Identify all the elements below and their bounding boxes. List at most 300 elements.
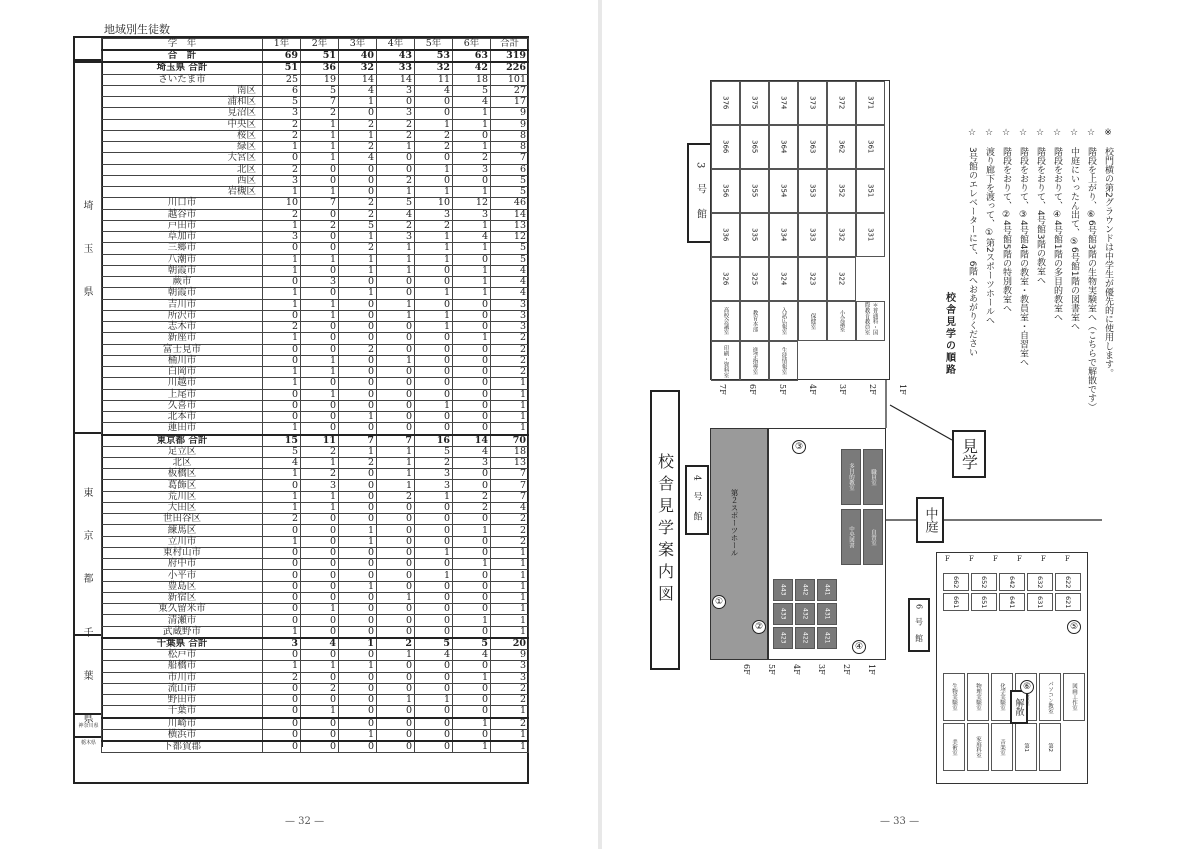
value-cell: 1	[339, 97, 377, 108]
student-region-table	[73, 36, 529, 784]
value-cell: 3	[263, 108, 301, 119]
value-cell: 1	[301, 153, 339, 164]
room-632: 632	[1027, 573, 1053, 591]
value-cell: 3	[377, 108, 415, 119]
value-cell: 1	[263, 626, 301, 638]
row-label: 志木市	[102, 322, 263, 333]
row-label: 松戸市	[102, 650, 263, 661]
table-row	[102, 85, 529, 96]
value-cell: 0	[415, 389, 453, 400]
value-cell: 3	[491, 310, 529, 321]
row-label: 立川市	[102, 536, 263, 547]
value-cell: 0	[453, 514, 491, 525]
value-cell: 7	[301, 97, 339, 108]
value-cell: 1	[377, 446, 415, 457]
table-row	[102, 615, 529, 626]
table-row	[102, 570, 529, 581]
value-cell: 0	[301, 581, 339, 592]
value-cell: 4	[491, 277, 529, 288]
room-333: 333	[798, 213, 827, 257]
value-cell: 0	[453, 299, 491, 310]
bldg4-floor-label: 1F	[867, 664, 876, 675]
value-cell: 0	[263, 344, 301, 355]
value-cell: 0	[377, 581, 415, 592]
value-cell: 9	[491, 650, 529, 661]
value-cell: 1	[491, 570, 529, 581]
value-cell: 0	[377, 288, 415, 299]
route-step: ☆ 階段をおりて、④4号館1階の多目的教室へ	[1052, 128, 1062, 322]
value-cell: 0	[415, 97, 453, 108]
value-cell: 3	[301, 277, 339, 288]
row-label: 上尾市	[102, 389, 263, 400]
value-cell: 5	[453, 85, 491, 96]
room-326: 326	[711, 257, 740, 301]
table-row	[102, 729, 529, 741]
value-cell: 4	[415, 85, 453, 96]
side-label-char: 県	[83, 286, 94, 298]
bldg3-floor-label: 5F	[778, 384, 787, 395]
side-label-char: 葉	[83, 671, 94, 683]
bldg6-floor-label: F	[993, 555, 998, 563]
row-label: 草加市	[102, 232, 263, 243]
route-marker-2: ②	[752, 620, 766, 634]
value-cell: 1	[491, 389, 529, 400]
value-cell: 1	[339, 661, 377, 672]
value-cell: 0	[377, 741, 415, 753]
value-cell: 4	[415, 650, 453, 661]
value-cell: 7	[491, 153, 529, 164]
value-cell: 1	[377, 469, 415, 480]
row-label: 葛飾区	[102, 480, 263, 491]
value-cell: 4	[453, 446, 491, 457]
value-cell: 0	[377, 683, 415, 694]
value-cell: 16	[415, 435, 453, 447]
room-325: 325	[740, 257, 769, 301]
value-cell: 51	[301, 50, 339, 62]
room-331: 331	[856, 213, 885, 257]
value-cell: 2	[415, 220, 453, 231]
value-cell: 1	[263, 220, 301, 231]
table-row	[102, 310, 529, 321]
value-cell: 1	[491, 423, 529, 435]
room-366: 366	[711, 125, 740, 169]
value-cell: 1	[301, 299, 339, 310]
value-cell: 5	[415, 638, 453, 650]
value-cell: 1	[377, 355, 415, 366]
value-cell: 0	[453, 254, 491, 265]
value-cell: 1	[339, 581, 377, 592]
value-cell: 4	[301, 638, 339, 650]
row-label: 八潮市	[102, 254, 263, 265]
value-cell: 0	[301, 344, 339, 355]
room-322: 322	[827, 257, 856, 301]
room-note: 高校会議室	[711, 301, 740, 341]
room-641: 641	[999, 593, 1025, 611]
value-cell: 0	[339, 423, 377, 435]
value-cell: 36	[301, 62, 339, 74]
row-label: 千葉市	[102, 706, 263, 718]
value-cell: 0	[263, 604, 301, 615]
value-cell: 0	[339, 299, 377, 310]
room-label-bldg4: 自習室	[863, 509, 883, 565]
value-cell: 1	[339, 729, 377, 741]
value-cell: 0	[415, 502, 453, 513]
value-cell: 0	[453, 130, 491, 141]
value-cell: 0	[339, 570, 377, 581]
value-cell: 1	[415, 187, 453, 198]
value-cell: 53	[415, 50, 453, 62]
table-row	[102, 232, 529, 243]
value-cell: 1	[301, 142, 339, 153]
value-cell: 1	[491, 604, 529, 615]
table-row	[102, 175, 529, 186]
row-label: 越谷市	[102, 209, 263, 220]
table-row	[102, 626, 529, 638]
value-cell: 2	[263, 322, 301, 333]
route-step: ☆ 階段を上がり、⑥6号館3階の生物実験室へ（こちらで解散です）	[1086, 128, 1096, 412]
value-cell: 2	[491, 695, 529, 706]
value-cell: 0	[263, 525, 301, 536]
value-cell: 0	[263, 559, 301, 570]
table-row	[102, 97, 529, 108]
value-cell: 0	[339, 604, 377, 615]
value-cell: 0	[263, 570, 301, 581]
value-cell: 0	[301, 333, 339, 344]
value-cell: 1	[301, 502, 339, 513]
value-cell: 1	[263, 265, 301, 276]
value-cell: 2	[377, 220, 415, 231]
row-label: 東久留米市	[102, 604, 263, 615]
value-cell: 0	[453, 683, 491, 694]
value-cell: 19	[301, 74, 339, 85]
value-cell: 2	[263, 119, 301, 130]
value-cell: 0	[339, 547, 377, 558]
value-cell: 0	[415, 741, 453, 753]
bldg3-floor-label: 3F	[838, 384, 847, 395]
table-row	[102, 254, 529, 265]
room-364: 364	[769, 125, 798, 169]
row-label: 荒川区	[102, 491, 263, 502]
bldg3-floor-label: 2F	[868, 384, 877, 395]
value-cell: 0	[339, 615, 377, 626]
value-cell: 1	[263, 333, 301, 344]
row-label: 武蔵野市	[102, 626, 263, 638]
value-cell: 1	[415, 695, 453, 706]
row-label: 船橋市	[102, 661, 263, 672]
value-cell: 1	[301, 491, 339, 502]
value-cell: 0	[415, 367, 453, 378]
value-cell: 1	[339, 525, 377, 536]
value-cell: 1	[301, 604, 339, 615]
value-cell: 32	[339, 62, 377, 74]
value-cell: 8	[491, 130, 529, 141]
row-label: 朝霞市	[102, 288, 263, 299]
route-step: ☆ 階段をおりて、②4号館5階の特別教室へ	[1001, 128, 1011, 313]
table-row	[102, 322, 529, 333]
value-cell: 0	[339, 367, 377, 378]
value-cell: 0	[339, 502, 377, 513]
table-row	[102, 333, 529, 344]
table-row	[102, 581, 529, 592]
table-row	[102, 604, 529, 615]
value-cell: 0	[263, 706, 301, 718]
value-cell: 1	[377, 254, 415, 265]
room-label-bldg6: パソコン教室	[1039, 673, 1061, 721]
value-cell: 0	[339, 333, 377, 344]
side-label-char: 東	[83, 487, 94, 499]
header-cell: 6年	[453, 39, 491, 51]
value-cell: 1	[377, 480, 415, 491]
value-cell: 1	[491, 559, 529, 570]
value-cell: 1	[415, 322, 453, 333]
side-label-char: 玉	[83, 243, 94, 255]
value-cell: 5	[263, 97, 301, 108]
value-cell: 0	[377, 536, 415, 547]
value-cell: 1	[263, 288, 301, 299]
value-cell: 0	[339, 164, 377, 175]
value-cell: 3	[491, 299, 529, 310]
value-cell: 0	[453, 355, 491, 366]
value-cell: 2	[263, 164, 301, 175]
room-label-bldg6: 家庭科室	[967, 723, 989, 771]
side-label-char: 神奈川県	[78, 722, 99, 729]
value-cell: 5	[491, 175, 529, 186]
value-cell: 0	[339, 469, 377, 480]
value-cell: 1	[453, 277, 491, 288]
value-cell: 1	[491, 592, 529, 603]
side-label-char: 千	[83, 628, 94, 640]
table-row	[102, 108, 529, 119]
kengaku-line	[890, 405, 952, 440]
value-cell: 1	[377, 265, 415, 276]
value-cell: 0	[301, 650, 339, 661]
value-cell: 0	[263, 480, 301, 491]
value-cell: 1	[453, 243, 491, 254]
value-cell: 0	[301, 570, 339, 581]
value-cell: 3	[453, 164, 491, 175]
table-row	[102, 412, 529, 423]
table-row	[102, 130, 529, 141]
value-cell: 2	[491, 536, 529, 547]
room-441: 441	[817, 579, 837, 601]
value-cell: 2	[339, 198, 377, 209]
row-label: 東村山市	[102, 547, 263, 558]
table-row	[102, 469, 529, 480]
value-cell: 0	[339, 322, 377, 333]
value-cell: 0	[377, 423, 415, 435]
table-row	[102, 389, 529, 400]
row-label: 埼玉県 合計	[102, 62, 263, 74]
value-cell: 0	[377, 729, 415, 741]
value-cell: 0	[377, 412, 415, 423]
value-cell: 32	[415, 62, 453, 74]
value-cell: 1	[415, 288, 453, 299]
gym-label: 第２スポーツホール	[730, 489, 739, 557]
value-cell: 2	[415, 457, 453, 468]
value-cell: 6	[263, 85, 301, 96]
value-cell: 4	[491, 502, 529, 513]
prefecture-side-label	[75, 736, 103, 747]
value-cell: 2	[263, 130, 301, 141]
row-label: 世田谷区	[102, 514, 263, 525]
value-cell: 0	[301, 536, 339, 547]
value-cell: 0	[339, 514, 377, 525]
kengaku-label: 見学	[959, 438, 979, 470]
value-cell: 0	[415, 344, 453, 355]
value-cell: 0	[301, 547, 339, 558]
table-row	[102, 695, 529, 706]
side-label-char: 栃木県	[80, 739, 96, 746]
value-cell: 0	[339, 672, 377, 683]
room-label-bldg4: 職員室	[863, 449, 883, 505]
value-cell: 11	[415, 74, 453, 85]
value-cell: 2	[453, 491, 491, 502]
value-cell: 2	[301, 108, 339, 119]
value-cell: 0	[339, 187, 377, 198]
bldg3-label: 3 号 館	[694, 161, 706, 225]
value-cell: 7	[491, 491, 529, 502]
room-351: 351	[856, 169, 885, 213]
value-cell: 1	[339, 130, 377, 141]
value-cell: 0	[415, 559, 453, 570]
row-label: 板橋区	[102, 469, 263, 480]
table-row	[102, 650, 529, 661]
value-cell: 46	[491, 198, 529, 209]
value-cell: 0	[377, 672, 415, 683]
value-cell: 1	[453, 220, 491, 231]
value-cell: 7	[491, 469, 529, 480]
room-label-bldg6: 第1	[1015, 723, 1037, 771]
value-cell: 1	[339, 412, 377, 423]
population-table	[101, 38, 529, 753]
route-marker-4: ④	[852, 640, 866, 654]
table-row	[102, 525, 529, 536]
bldg4-floor-label: 4F	[792, 664, 801, 675]
value-cell: 14	[377, 74, 415, 85]
value-cell: 2	[301, 446, 339, 457]
bldg4-floor-label: 6F	[742, 664, 751, 675]
value-cell: 13	[491, 457, 529, 468]
header-cell: 合計	[491, 39, 529, 51]
value-cell: 0	[415, 581, 453, 592]
value-cell: 0	[453, 310, 491, 321]
room-433: 433	[773, 603, 793, 625]
table-row	[102, 536, 529, 547]
prefecture-side-label	[75, 61, 103, 432]
value-cell: 42	[453, 62, 491, 74]
value-cell: 1	[301, 310, 339, 321]
table-row	[102, 457, 529, 468]
table-header-side	[75, 38, 103, 61]
value-cell: 0	[415, 378, 453, 389]
room-label-bldg6: 化学実験室	[991, 673, 1013, 721]
bldg6-floor-label: F	[945, 555, 950, 563]
row-label: 小平市	[102, 570, 263, 581]
value-cell: 1	[415, 164, 453, 175]
room-642: 642	[999, 573, 1025, 591]
value-cell: 5	[415, 446, 453, 457]
table-header-row	[102, 39, 529, 51]
value-cell: 1	[415, 243, 453, 254]
row-label: 北区	[102, 457, 263, 468]
value-cell: 1	[453, 142, 491, 153]
table-row	[102, 718, 529, 730]
room-631: 631	[1027, 593, 1053, 611]
value-cell: 3	[415, 209, 453, 220]
value-cell: 0	[263, 615, 301, 626]
value-cell: 2	[377, 130, 415, 141]
value-cell: 10	[263, 198, 301, 209]
table-row	[102, 592, 529, 603]
table-row	[102, 198, 529, 209]
page-number-left: — 32 —	[285, 816, 325, 827]
value-cell: 0	[415, 153, 453, 164]
value-cell: 0	[301, 741, 339, 753]
value-cell: 1	[453, 187, 491, 198]
table-row	[102, 367, 529, 378]
value-cell: 0	[453, 400, 491, 411]
value-cell: 1	[339, 288, 377, 299]
value-cell: 2	[491, 514, 529, 525]
value-cell: 13	[491, 220, 529, 231]
value-cell: 0	[377, 604, 415, 615]
room-431: 431	[817, 603, 837, 625]
room-label-bldg6: 第2	[1039, 723, 1061, 771]
value-cell: 0	[339, 741, 377, 753]
value-cell: 2	[491, 367, 529, 378]
value-cell: 2	[339, 243, 377, 254]
value-cell: 2	[339, 457, 377, 468]
row-label: 白岡市	[102, 367, 263, 378]
value-cell: 0	[339, 683, 377, 694]
value-cell: 1	[453, 265, 491, 276]
value-cell: 0	[339, 378, 377, 389]
value-cell: 3	[491, 672, 529, 683]
value-cell: 0	[377, 559, 415, 570]
value-cell: 0	[453, 389, 491, 400]
value-cell: 0	[453, 661, 491, 672]
prefecture-side-label	[75, 713, 103, 736]
value-cell: 15	[263, 435, 301, 447]
value-cell: 0	[453, 729, 491, 741]
value-cell: 0	[415, 683, 453, 694]
value-cell: 1	[339, 254, 377, 265]
value-cell: 0	[301, 423, 339, 435]
value-cell: 27	[491, 85, 529, 96]
value-cell: 70	[491, 435, 529, 447]
value-cell: 1	[263, 367, 301, 378]
row-label: 市川市	[102, 672, 263, 683]
room-373: 373	[798, 81, 827, 125]
value-cell: 0	[263, 400, 301, 411]
value-cell: 1	[301, 254, 339, 265]
row-label: 下都賀郡	[102, 741, 263, 753]
value-cell: 5	[339, 220, 377, 231]
value-cell: 0	[263, 650, 301, 661]
room-note: 保健室	[798, 301, 827, 341]
value-cell: 0	[415, 604, 453, 615]
table-row	[102, 514, 529, 525]
value-cell: 0	[301, 288, 339, 299]
value-cell: 5	[491, 187, 529, 198]
room-335: 335	[740, 213, 769, 257]
value-cell: 0	[263, 581, 301, 592]
row-label: 浦和区	[102, 97, 263, 108]
value-cell: 1	[491, 626, 529, 638]
value-cell: 1	[453, 119, 491, 130]
value-cell: 0	[301, 175, 339, 186]
value-cell: 0	[339, 108, 377, 119]
